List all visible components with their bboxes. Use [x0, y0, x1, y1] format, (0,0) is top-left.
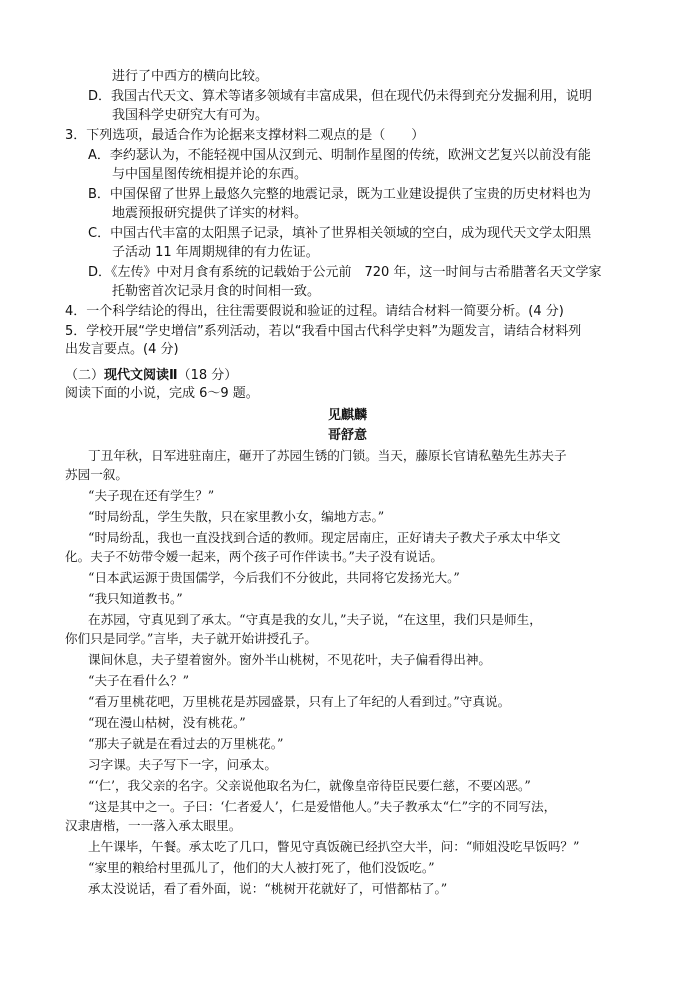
- story-line: “‘仁’，我父亲的名字。父亲说他取名为仁，就像皇帝待臣民要仁慈，不要凶恶。”: [88, 778, 531, 793]
- story-line: “那夫子就是在看过去的万里桃花。”: [88, 736, 284, 751]
- q3-option-c-line-1: C．中国古代丰富的太阳黑子记录，填补了世界相关领域的空白，成为现代天文学太阳黑: [88, 226, 592, 241]
- story-line: 上午课毕，午餐。承太吃了几口，瞥见守真饭碗已经扒空大半，问：“师姐没吃早饭吗？”: [88, 839, 580, 854]
- story-line: “时局纷乱，我也一直没找到合适的教师。现定居南庄，正好请夫子教犬子承太中华文: [88, 530, 561, 545]
- story-line: 习字课。夫子写下一字，问承太。: [88, 757, 277, 772]
- q3-option-d-line-1: D．《左传》中对月食有系统的记载始于公元前 720 年，这一时间与古希腊著名天文学家: [88, 265, 602, 280]
- section-heading-prefix: （二）: [65, 368, 105, 383]
- q5-line-1: 5．学校开展“学史增信”系列活动，若以“我看中国古代科学史料”为题发言，请结合材料列: [65, 324, 582, 339]
- story-line: 丁丑年秋，日军进驻南庄，砸开了苏园生锈的门锁。当天，藤原长官请私塾先生苏夫子: [88, 448, 567, 463]
- story-line: 课间休息，夫子望着窗外。窗外半山桃树，不见花叶，夫子偏看得出神。: [88, 652, 491, 667]
- q2-option-c-continuation: 进行了中西方的横向比较。: [112, 69, 269, 84]
- section-heading-title: 现代文阅读Ⅱ: [104, 368, 178, 383]
- q4-text: 4．一个科学结论的得出，往往需要假说和验证的过程。请结合材料一简要分析。(4 分): [65, 304, 564, 319]
- story-line: 汉隶唐楷，一一落入承太眼里。: [65, 818, 242, 833]
- q3-option-b-line-1: B．中国保留了世界上最悠久完整的地震记录，既为工业建设提供了宝贵的历史材料也为: [88, 187, 591, 202]
- section-instruction: 阅读下面的小说，完成 6～9 题。: [65, 386, 259, 401]
- story-line: “这是其中之一。子曰：‘仁者爱人’，仁是爱惜他人。”夫子教承太“仁”字的不同写法，: [88, 799, 557, 814]
- story-line: “我只知道教书。”: [88, 591, 183, 606]
- story-line: “看万里桃花吧，万里桃花是苏园盛景，只有上了年纪的人看到过。”守真说。: [88, 694, 511, 709]
- q3-option-a-line-1: A．李约瑟认为，不能轻视中国从汉到元、明制作星图的传统，欧洲文艺复兴以前没有能: [88, 148, 591, 163]
- story-line: 你们只是同学。”言毕，夫子就开始讲授孔子。: [65, 631, 318, 646]
- section-heading: [65, 367, 237, 385]
- q5-line-2: 出发言要点。(4 分): [65, 342, 179, 357]
- story-line: “现在漫山枯树，没有桃花。”: [88, 715, 246, 730]
- story-line: 化。夫子不妨带令嫒一起来，两个孩子可作伴读书。”夫子没有说话。: [65, 549, 443, 564]
- q3-option-b-line-2: 地震预报研究提供了详实的材料。: [112, 206, 308, 221]
- story-author: 哥舒意: [327, 428, 367, 443]
- story-line: 承太没说话，看了看外面，说：“桃树开花就好了，可惜都枯了。”: [88, 881, 448, 896]
- story-line: “日本武运源于贵国儒学，今后我们不分彼此，共同将它发扬光大。”: [88, 570, 460, 585]
- q2-option-d-line-2: 我国科学史研究大有可为。: [112, 108, 269, 123]
- q2-option-d-line-1: D．我国古代天文、算术等诸多领域有丰富成果，但在现代仍未得到充分发掘利用，说明: [88, 89, 593, 104]
- section-heading-score: （18 分）: [177, 368, 238, 383]
- q3-option-a-line-2: 与中国星图传统相提并论的东西。: [112, 167, 308, 182]
- story-line: 在苏园，守真见到了承太。“守真是我的女儿，”夫子说，“在这里，我们只是师生，: [88, 612, 542, 627]
- story-line: 苏园一叙。: [65, 467, 128, 482]
- story-line: “夫子现在还有学生？”: [88, 488, 215, 503]
- story-line: “家里的粮给村里孤儿了，他们的大人被打死了，他们没饭吃。”: [88, 860, 435, 875]
- story-line: “夫子在看什么？”: [88, 673, 190, 688]
- q3-option-c-line-2: 子活动 11 年周期规律的有力佐证。: [112, 245, 319, 260]
- story-line: “时局纷乱，学生失散，只在家里教小女，编地方志。”: [88, 509, 385, 524]
- story-title: 见麒麟: [327, 408, 367, 423]
- q3-option-d-line-2: 托勒密首次记录月食的时间相一致。: [112, 284, 321, 299]
- q3-stem: 3．下列选项，最适合作为论据来支撑材料二观点的是（ ）: [65, 128, 425, 143]
